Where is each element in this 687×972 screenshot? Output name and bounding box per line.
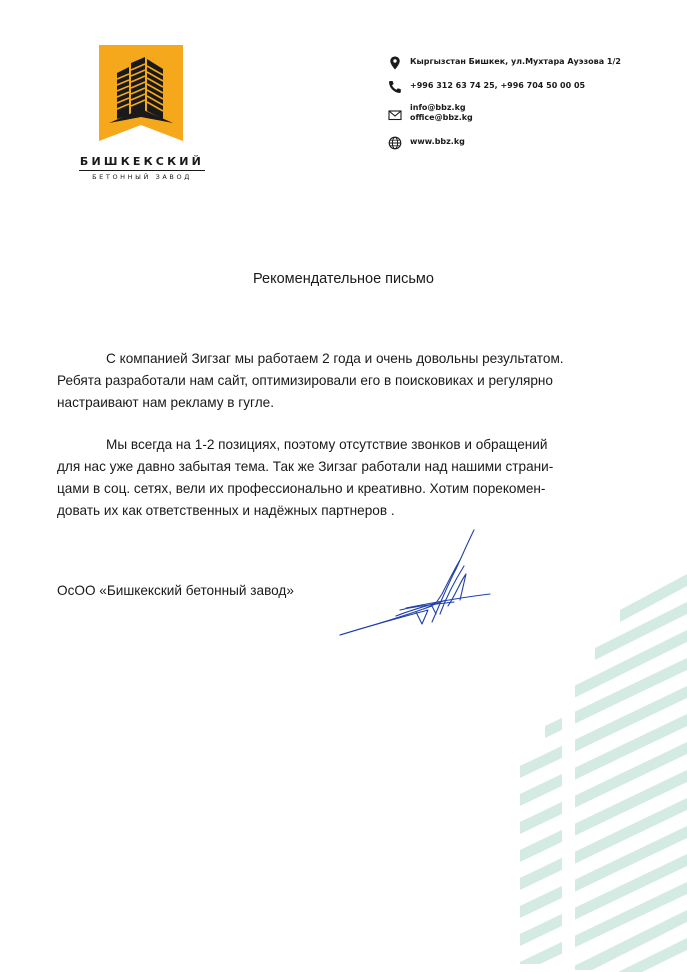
logo-divider: [79, 170, 205, 171]
handwritten-signature: [336, 524, 496, 644]
mail-icon: [388, 108, 402, 122]
paragraph-2-line: довать их как ответственных и надёжных партнеров .: [57, 503, 395, 518]
letter-title: Рекомендательное письмо: [253, 271, 434, 287]
address-text: Кыргызстан Бишкек, ул.Мухтара Ауэзова 1/2: [410, 57, 621, 66]
email-text: [410, 103, 473, 123]
email-primary[interactable]: info@bbz.kg: [410, 103, 466, 112]
paragraph-1-line: настраивают нам рекламу в гугле.: [57, 395, 274, 410]
paragraph-2-line: цами в соц. сетях, вели их профессионально и креативно. Хотим порекомен-: [57, 481, 546, 496]
location-pin-icon: [388, 56, 402, 70]
building-logo-icon: [99, 45, 183, 141]
phone-icon: [388, 80, 402, 94]
email-office[interactable]: office@bbz.kg: [410, 113, 473, 122]
letter-paragraph-2: [57, 434, 637, 522]
paragraph-2-line: для нас уже давно забытая тема. Так же Зигзаг работали над нашими страни-: [57, 459, 554, 474]
paragraph-1-line: Ребята разработали нам сайт, оптимизировали его в поисковиках и регулярно: [57, 373, 553, 388]
contact-website: [388, 137, 465, 150]
contact-address: [388, 57, 621, 70]
letter-paragraph-1: [57, 348, 637, 414]
website-link[interactable]: www.bbz.kg: [410, 137, 465, 146]
decorative-stripes: [500, 560, 687, 972]
contact-phone: [388, 81, 585, 94]
phone-text: +996 312 63 74 25, +996 704 50 00 05: [410, 81, 586, 90]
globe-icon: [388, 136, 402, 150]
logo-company-subtitle: БЕТОННЫЙ ЗАВОД: [92, 173, 192, 181]
paragraph-1-line: С компанией Зигзаг мы работаем 2 года и очень довольны результатом.: [106, 351, 564, 366]
contact-email: [388, 103, 473, 123]
paragraph-2-line: Мы всегда на 1-2 позициях, поэтому отсутствие звонков и обращений: [106, 437, 548, 452]
letter-signoff: ОсОО «Бишкекский бетонный завод»: [57, 583, 294, 598]
logo-company-name: БИШКЕКСКИЙ: [79, 155, 205, 168]
